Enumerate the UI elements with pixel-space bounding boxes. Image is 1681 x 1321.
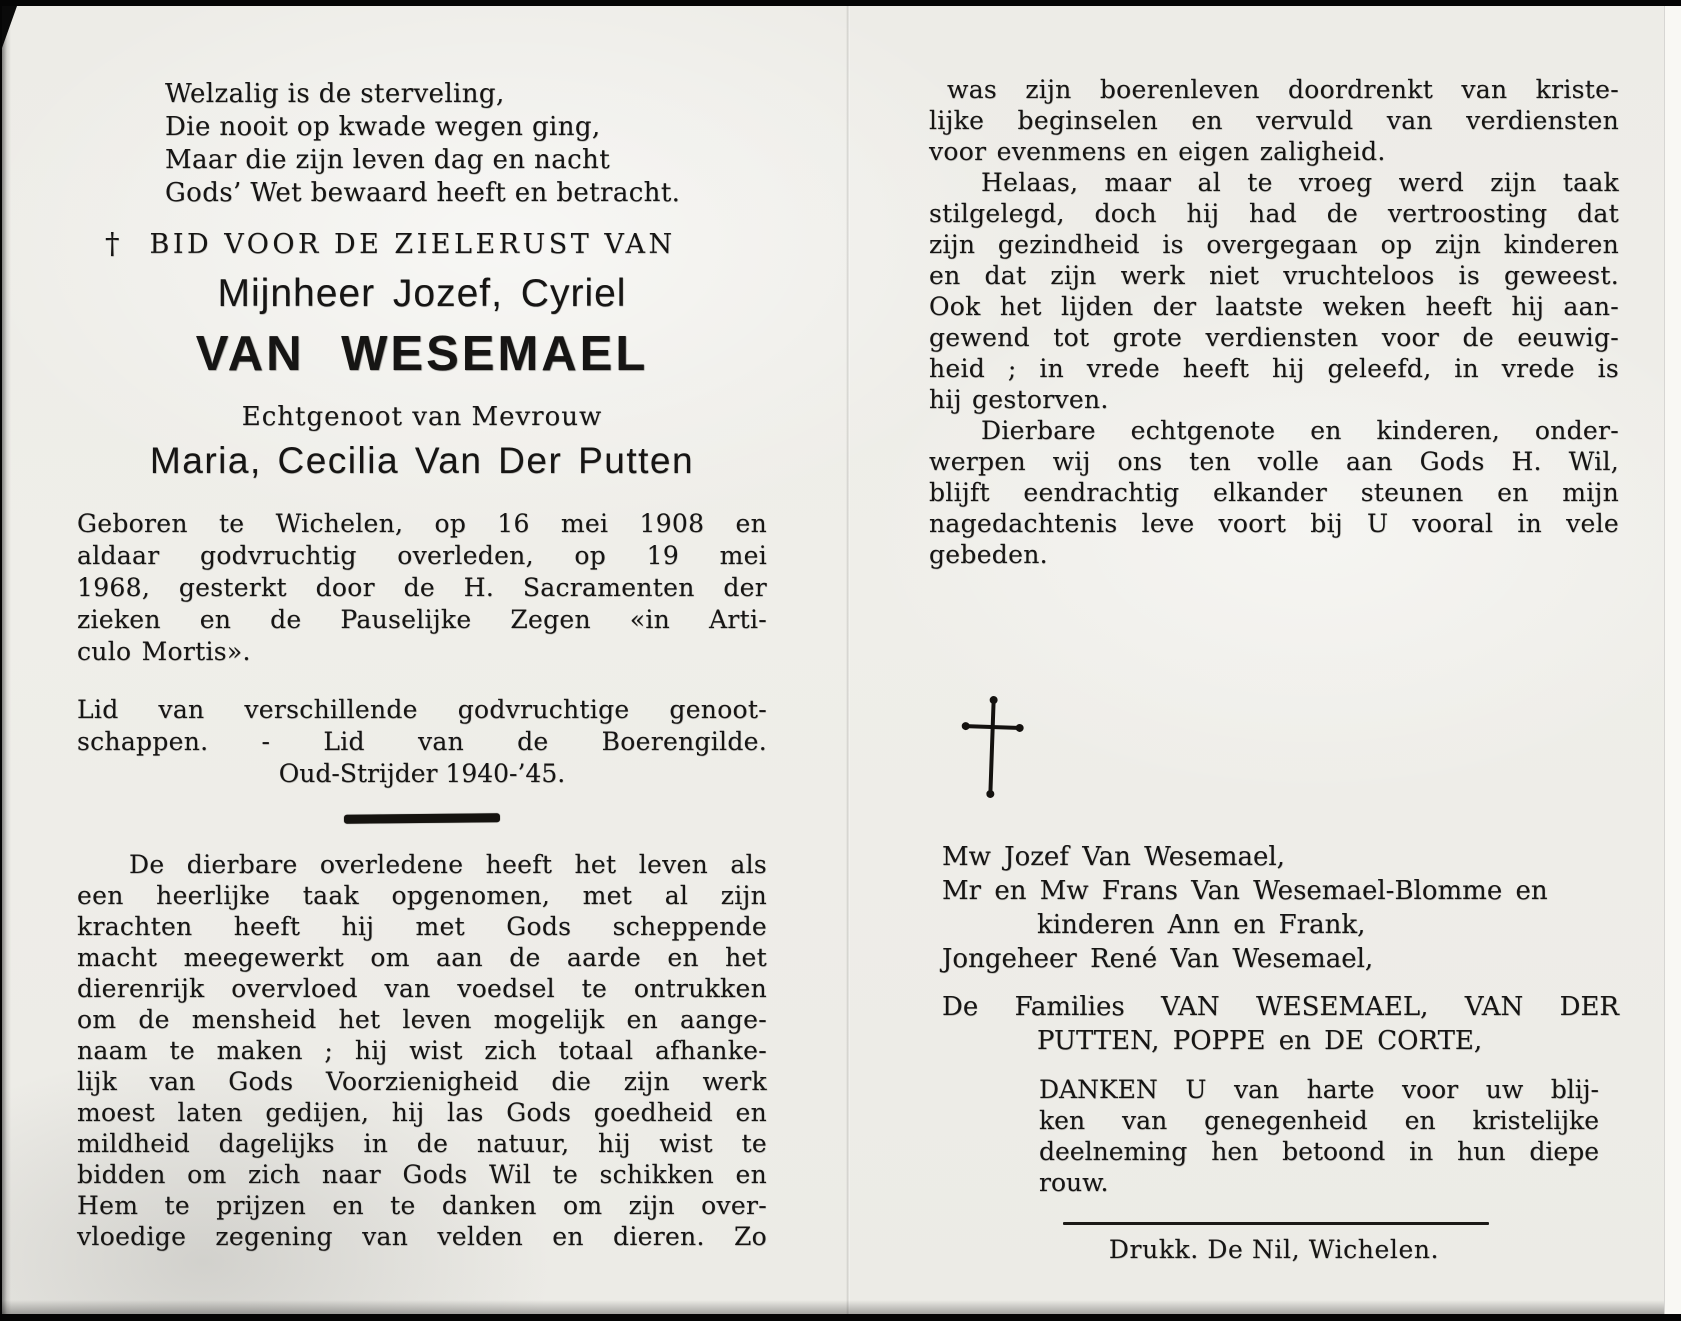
- text-line: macht meegewerkt om aan de aarde en het: [77, 943, 767, 972]
- thanks-paragraph: [1039, 1074, 1599, 1198]
- text-line: gebeden.: [929, 540, 1048, 569]
- prayer-card-spread: [2, 6, 1681, 1314]
- text-line: rouw.: [1039, 1168, 1109, 1197]
- prayer-heading-text: BID VOOR DE ZIELERUST VAN: [149, 229, 676, 260]
- printer-divider: [1063, 1222, 1489, 1225]
- text-line: nagedachtenis leve voort bij U vooral in vele: [929, 509, 1619, 538]
- prayer-heading: [77, 226, 767, 260]
- text-line: hij gestorven.: [929, 385, 1109, 414]
- text-line: Hem te prijzen en te danken om zijn over-: [77, 1191, 767, 1220]
- printer-line: Drukk. De Nil, Wichelen.: [1108, 1234, 1440, 1264]
- text-line: heid ; in vrede heeft hij geleefd, in vrede is: [929, 354, 1619, 383]
- opening-poem: [165, 78, 767, 210]
- text-line: zieken en de Pauselijke Zegen «in Arti-: [77, 605, 767, 634]
- scan-corner-wedge: [2, 6, 17, 48]
- text-line: aldaar godvruchtig overleden, op 19 mei: [77, 541, 767, 570]
- text-line: Die nooit op kwade wegen ging,: [165, 112, 601, 142]
- dagger-icon: †: [105, 226, 120, 260]
- text-line: De Families VAN WESEMAEL, VAN DER: [942, 992, 1619, 1022]
- text-line: De dierbare overledene heeft het leven als: [129, 850, 767, 879]
- veteran-line: Oud-Strijder 1940-’45.: [278, 759, 566, 788]
- text-line: naam te maken ; hij wist zich totaal afhanke-: [77, 1036, 767, 1065]
- text-line: PUTTEN, POPPE en DE CORTE,: [1037, 1026, 1483, 1056]
- text-line: DANKEN U van harte voor uw blij-: [1039, 1075, 1599, 1104]
- eulogy-paragraph: [77, 849, 767, 1252]
- text-line: krachten heeft hij met Gods scheppende: [77, 912, 767, 941]
- text-line: vloedige zegening van velden en dieren. Zo: [77, 1222, 767, 1251]
- deceased-surname: VAN WESEMAEL: [195, 327, 649, 381]
- text-line: zijn gezindheid is overgegaan op zijn kinderen: [929, 230, 1619, 259]
- text-line: schappen. - Lid van de Boerengilde.: [77, 727, 767, 756]
- deceased-given-names: Mijnheer Jozef, Cyriel: [217, 272, 627, 315]
- text-line: een heerlijke taak opgenomen, met al zijn: [77, 881, 767, 910]
- birth-death-paragraph: [77, 508, 767, 668]
- text-line: Geboren te Wichelen, op 16 mei 1908 en: [77, 509, 767, 538]
- memberships-paragraph: [77, 694, 767, 758]
- text-line: stilgelegd, doch hij had de vertroosting dat: [929, 199, 1619, 228]
- memorial-cross-icon: [961, 697, 1022, 797]
- text-line: Lid van verschillende godvruchtige genoot-: [77, 695, 767, 724]
- text-line: kinderen Ann en Frank,: [1037, 910, 1366, 940]
- text-line: lijk van Gods Voorzienigheid die zijn werk: [77, 1067, 767, 1096]
- mourners-list: [942, 840, 1619, 1058]
- left-page: [77, 78, 767, 1252]
- text-line: moest laten gedijen, hij las Gods goedheid en: [77, 1098, 767, 1127]
- text-line: om de mensheid het leven mogelijk en aange-: [77, 1005, 767, 1034]
- continuation-paragraph: [929, 74, 1619, 167]
- text-line: dierenrijk overvloed van voedsel te ontrukken: [77, 974, 767, 1003]
- spouse-label: Echtgenoot van Mevrouw: [241, 402, 603, 432]
- consolation-paragraph: [929, 415, 1619, 570]
- text-line: en dat zijn werk niet vruchteloos is geweest.: [929, 261, 1619, 290]
- spouse-name: Maria, Cecilia Van Der Putten: [149, 440, 695, 481]
- text-line: Mw Jozef Van Wesemael,: [942, 842, 1285, 872]
- text-line: voor evenmens en eigen zaligheid.: [929, 137, 1386, 166]
- card-right-edge: [1664, 6, 1681, 1314]
- text-line: gewend tot grote verdiensten voor de eeuwig-: [929, 323, 1619, 352]
- text-line: Dierbare echtgenote en kinderen, onder-: [981, 416, 1619, 445]
- text-line: 1968, gesterkt door de H. Sacramenten der: [77, 573, 767, 602]
- lament-paragraph: [929, 167, 1619, 415]
- text-line: Welzalig is de sterveling,: [165, 79, 505, 109]
- text-line: bidden om zich naar Gods Wil te schikken en: [77, 1160, 767, 1189]
- text-line: Ook het lijden der laatste weken heeft hij aan-: [929, 292, 1619, 321]
- center-fold-line: [846, 6, 850, 1314]
- section-divider: [344, 813, 500, 824]
- text-line: Helaas, maar al te vroeg werd zijn taak: [981, 168, 1619, 197]
- text-line: ken van genegenheid en kristelijke: [1039, 1106, 1599, 1135]
- text-line: was zijn boerenleven doordrenkt van kriste-: [947, 75, 1619, 104]
- text-line: culo Mortis».: [77, 637, 251, 666]
- scan-edge-bottom-shadow: [2, 1300, 1665, 1314]
- text-line: werpen wij ons ten volle aan Gods H. Wil,: [929, 447, 1619, 476]
- printer-section: [929, 1222, 1619, 1264]
- text-line: Mr en Mw Frans Van Wesemael-Blomme en: [942, 876, 1548, 906]
- text-line: Gods’ Wet bewaard heeft en betracht.: [165, 178, 681, 208]
- text-line: lijke beginselen en vervuld van verdiensten: [929, 106, 1619, 135]
- cross-vertical-bar: [988, 698, 995, 796]
- text-line: Jongeheer René Van Wesemael,: [942, 944, 1374, 974]
- text-line: Maar die zijn leven dag en nacht: [165, 145, 611, 175]
- right-page: [929, 74, 1619, 1264]
- text-line: deelneming hen betoond in hun diepe: [1039, 1137, 1599, 1166]
- text-line: blijft eendrachtig elkander steunen en mijn: [929, 478, 1619, 507]
- scan-edge-left: [2, 6, 11, 1314]
- text-line: mildheid dagelijks in de natuur, hij wist te: [77, 1129, 767, 1158]
